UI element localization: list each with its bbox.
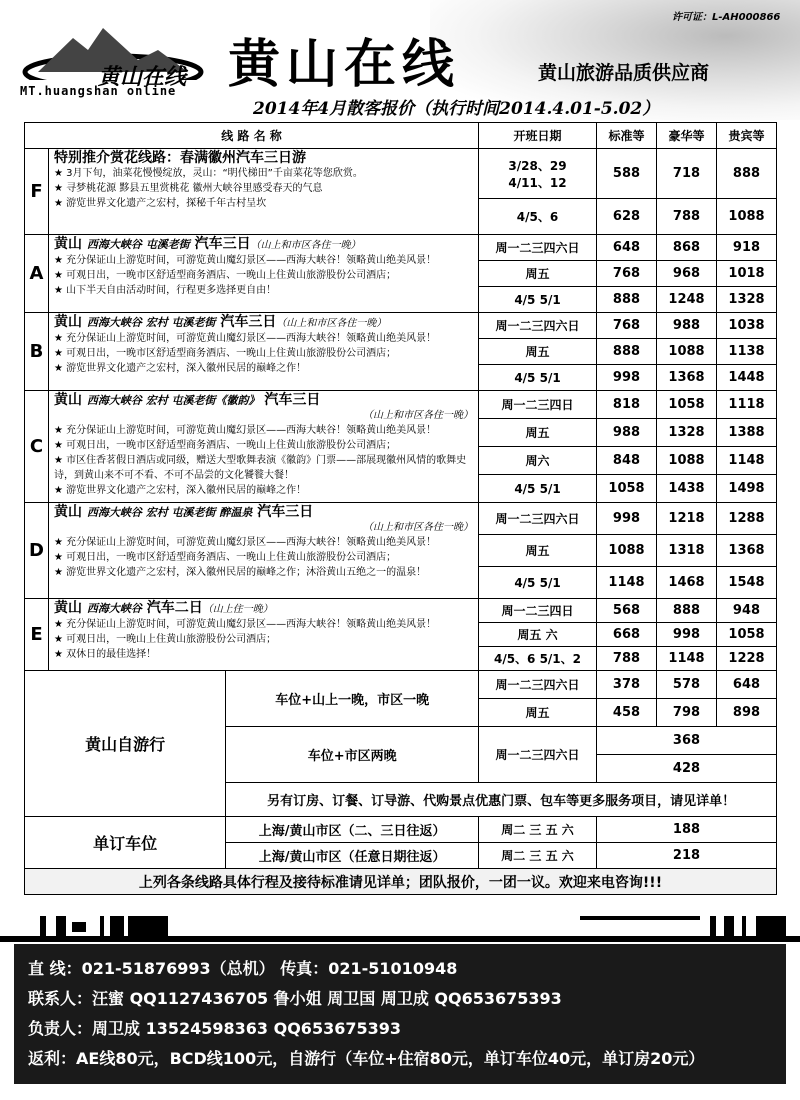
date-cell: 周五 [479,419,597,447]
seat-route: 上海/黄山市区（任意日期往返） [226,843,479,869]
price-vip: 1058 [717,623,777,647]
price-deluxe: 1248 [657,287,717,313]
date-cell: 3/28、29 4/11、12 [479,149,597,199]
route-title-note: （山上和市区各住一晚） [250,240,361,251]
date-cell: 周一二三四六日 [479,235,597,261]
date-cell: 周五 [479,699,597,727]
price-standard: 568 [597,599,657,623]
route-line: ★ 可观日出，一晚山上住黄山旅游股份公司酒店； [54,634,277,645]
price-vip: 1368 [717,535,777,567]
date-cell: 周二 三 五 六 [479,843,597,869]
price-deluxe: 788 [657,199,717,235]
price-vip: 948 [717,599,777,623]
price-standard: 1058 [597,475,657,503]
route-line: ★ 游览世界文化遗产之宏村，深入徽州民居的巅峰之作！ [54,485,307,496]
price-vip: 1548 [717,567,777,599]
route-d-row [25,503,777,535]
route-title [54,393,473,408]
price-deluxe: 988 [657,313,717,339]
route-line: ★ 市区住香茗假日酒店或同级，赠送大型歌舞表演《徽韵》门票——部展现徽州风情的歌舞史诗，到黄山来不可不看、不可不品尝的文化饕餮大餐！ [54,455,467,481]
route-title-main: 黄山 [54,236,82,252]
col-date: 开班日期 [479,123,597,149]
self-tour-row [25,671,777,699]
price-deluxe: 798 [657,699,717,727]
route-line: ★ 可观日出，一晚市区舒适型商务酒店、一晚山上住黄山旅游股份公司酒店； [54,440,397,451]
route-c-row [25,391,777,419]
col-vip: 贵宾等 [717,123,777,149]
date-cell: 周一二三四六日 [479,503,597,535]
price-period: 2014年4月散客报价（执行时间2014.4.01-5.02） [253,99,660,119]
logo [18,20,208,100]
route-letter: A [25,235,49,313]
route-title-sights: 西海大峡谷 屯溪老街 [86,238,190,251]
date-cell: 周五 [479,339,597,365]
date-cell: 周五 [479,261,597,287]
price-vip: 1448 [717,365,777,391]
table-header-row [25,123,777,149]
date-cell: 周一二三四日 [479,599,597,623]
route-line: ★ 充分保证山上游览时间，可游览黄山魔幻景区——西海大峡谷！领略黄山绝美风景！ [54,537,437,548]
route-title [54,315,473,331]
date-cell: 周二 三 五 六 [479,817,597,843]
date-cell: 周一二三四日 [479,391,597,419]
route-f-row [25,149,777,199]
price-deluxe: 888 [657,599,717,623]
route-title [54,505,473,520]
price-standard: 818 [597,391,657,419]
price-deluxe: 578 [657,671,717,699]
route-title-note: （山上和市区各住一晚） [276,318,387,329]
route-line: ★ 可观日出，一晚市区舒适型商务酒店、一晚山上住黄山旅游股份公司酒店； [54,270,397,281]
price-table [24,122,777,895]
date-cell: 周一二三四六日 [479,727,597,783]
price-standard: 588 [597,149,657,199]
price-standard: 458 [597,699,657,727]
price-deluxe: 1088 [657,447,717,475]
route-line: ★ 游览世界文化遗产之宏村，探秘千年古村呈坎 [54,198,267,209]
price-cell: 188 [597,817,777,843]
price-standard: 768 [597,313,657,339]
price-vip: 1288 [717,503,777,535]
route-line: ★ 充分保证山上游览时间，可游览黄山魔幻景区——西海大峡谷！领略黄山绝美风景！ [54,255,437,266]
price-standard: 1148 [597,567,657,599]
route-a-description [49,235,479,313]
seat-row [25,817,777,843]
price-standard: 888 [597,287,657,313]
route-title-duration: 汽车三日 [220,314,277,330]
route-b-row [25,313,777,339]
route-title-note: （山上住一晚） [202,604,273,615]
price-vip: 888 [717,149,777,199]
route-line: ★ 游览世界文化遗产之宏村，深入徽州民居的巅峰之作！ [54,363,307,374]
price-deluxe: 1088 [657,339,717,365]
price-vip: 1388 [717,419,777,447]
page-subtitle: 黄山旅游品质供应商 [538,62,710,84]
footer-note-row [25,869,777,895]
contact-panel [14,944,786,1084]
price-cell: 218 [597,843,777,869]
price-cell: 368 [597,727,777,755]
price-vip: 1018 [717,261,777,287]
route-title-note: （山上和市区各住一晚） [363,410,473,421]
price-deluxe: 1468 [657,567,717,599]
price-standard: 768 [597,261,657,287]
price-deluxe: 718 [657,149,717,199]
header [0,0,800,120]
route-title-sights: 西海大峡谷 [86,602,142,615]
price-deluxe: 1328 [657,419,717,447]
price-vip: 1038 [717,313,777,339]
route-title-main: 黄山 [54,504,82,520]
self-tour-label: 黄山自游行 [25,671,226,817]
route-c-description [49,391,479,503]
price-vip: 898 [717,699,777,727]
price-deluxe: 998 [657,623,717,647]
price-vip: 1328 [717,287,777,313]
price-standard: 648 [597,235,657,261]
price-standard: 848 [597,447,657,475]
price-vip: 1148 [717,447,777,475]
route-d-description [49,503,479,599]
route-title-main: 黄山 [54,600,82,616]
extra-services: 另有订房、订餐、订导游、代购景点优惠门票、包车等更多服务项目，请见详单！ [226,783,777,817]
price-cell: 428 [597,755,777,783]
route-title-duration: 汽车三日 [264,392,321,408]
price-standard: 1088 [597,535,657,567]
route-e-description [49,599,479,671]
route-line: ★ 山下半天自由活动时间，行程更多选择更自由！ [54,285,277,296]
price-vip: 918 [717,235,777,261]
price-standard: 788 [597,647,657,671]
date-cell: 4/5、6 [479,199,597,235]
price-vip: 1138 [717,339,777,365]
route-title-note: （山上和市区各住一晚） [363,522,473,533]
self-tour-option: 车位+市区两晚 [226,727,479,783]
route-b-description [49,313,479,391]
route-letter: C [25,391,49,503]
route-line: ★ 可观日出，一晚市区舒适型商务酒店、一晚山上住黄山旅游股份公司酒店； [54,552,397,563]
col-route: 线 路 名 称 [25,123,479,149]
contact-phone: 直 线：021-51876993（总机） 传真：021-51010948 [28,959,458,978]
permit-number: 许可证：L-AH000866 [672,12,781,23]
page-title: 黄山在线 [228,35,461,95]
route-line: ★ 充分保证山上游览时间，可游览黄山魔幻景区——西海大峡谷！领略黄山绝美风景！ [54,333,437,344]
price-deluxe: 1318 [657,535,717,567]
route-a-row [25,235,777,261]
date-cell: 周一二三四六日 [479,671,597,699]
date-cell: 4/5 5/1 [479,567,597,599]
price-vip: 1088 [717,199,777,235]
date-cell: 周五 六 [479,623,597,647]
contact-manager: 负责人：周卫成 13524598363 QQ653675393 [28,1019,402,1038]
decorative-stripes [0,912,800,942]
route-title-sights: 西海大峡谷 宏村 屯溪老街 醉温泉 [86,506,253,519]
price-deluxe: 1058 [657,391,717,419]
price-standard: 998 [597,503,657,535]
route-title: 特别推介赏花线路：春满徽州汽车三日游 [54,150,306,166]
price-standard: 998 [597,365,657,391]
price-vip: 1228 [717,647,777,671]
route-line: ★ 充分保证山上游览时间，可游览黄山魔幻景区——西海大峡谷！领略黄山绝美风景！ [54,619,437,630]
date-cell: 周五 [479,535,597,567]
route-title-duration: 汽车二日 [146,600,203,616]
route-title-duration: 汽车三日 [257,504,314,520]
price-standard: 628 [597,199,657,235]
route-title-main: 黄山 [54,392,82,408]
price-deluxe: 1218 [657,503,717,535]
date-cell: 周六 [479,447,597,475]
price-deluxe: 968 [657,261,717,287]
route-line: ★ 双休日的最佳选择！ [54,649,157,660]
footer-note: 上列各条线路具体行程及接待标准请见详单；团队报价，一团一议。欢迎来电咨询!!! [25,869,777,895]
route-title-sights: 西海大峡谷 宏村 屯溪老街 [86,316,216,329]
seat-route: 上海/黄山市区（二、三日往返） [226,817,479,843]
route-line: ★ 充分保证山上游览时间，可游览黄山魔幻景区——西海大峡谷！领略黄山绝美风景！ [54,425,437,436]
price-vip: 648 [717,671,777,699]
price-standard: 988 [597,419,657,447]
route-line: ★ 寻梦桃花源 黟县五里赏桃花 徽州大峡谷里感受春天的气息 [54,183,323,194]
route-title-main: 黄山 [54,314,82,330]
route-line: ★ 3月下旬，油菜花慢慢绽放，灵山：“明代梯田”千亩菜花等您欣赏。 [54,168,363,179]
price-standard: 378 [597,671,657,699]
date-cell: 4/5、6 5/1、2 [479,647,597,671]
col-deluxe: 豪华等 [657,123,717,149]
price-deluxe: 1438 [657,475,717,503]
date-cell: 周一二三四六日 [479,313,597,339]
route-letter: E [25,599,49,671]
price-deluxe: 1368 [657,365,717,391]
route-line: ★ 可观日出，一晚市区舒适型商务酒店、一晚山上住黄山旅游股份公司酒店； [54,348,397,359]
route-title-duration: 汽车三日 [194,236,251,252]
route-title-sights: 西海大峡谷 宏村 屯溪老街《徽韵》 [86,394,260,407]
self-tour-option: 车位+山上一晚，市区一晚 [226,671,479,727]
route-title [54,601,473,617]
logo-script: 黄山在线 [98,64,187,90]
logo-url: MT.huangshan online [20,84,177,98]
price-standard: 888 [597,339,657,365]
col-standard: 标准等 [597,123,657,149]
rebate-info: 返利：AE线80元，BCD线100元，自游行（车位+住宿80元，单订车位40元，单订房20元） [28,1049,705,1068]
date-cell: 4/5 5/1 [479,287,597,313]
contact-persons: 联系人：汪蜜 QQ1127436705 鲁小姐 周卫国 周卫成 QQ653675393 [28,989,562,1008]
price-vip: 1498 [717,475,777,503]
date-cell: 4/5 5/1 [479,475,597,503]
date-cell: 4/5 5/1 [479,365,597,391]
price-vip: 1118 [717,391,777,419]
route-letter: F [25,149,49,235]
route-title [54,237,473,253]
price-standard: 668 [597,623,657,647]
price-deluxe: 1148 [657,647,717,671]
route-e-row [25,599,777,623]
route-f-description [49,149,479,235]
route-letter: D [25,503,49,599]
price-deluxe: 868 [657,235,717,261]
route-line: ★ 游览世界文化遗产之宏村，深入徽州民居的巅峰之作；沐浴黄山五绝之一的温泉！ [54,567,427,578]
route-letter: B [25,313,49,391]
seat-label: 单订车位 [25,817,226,869]
